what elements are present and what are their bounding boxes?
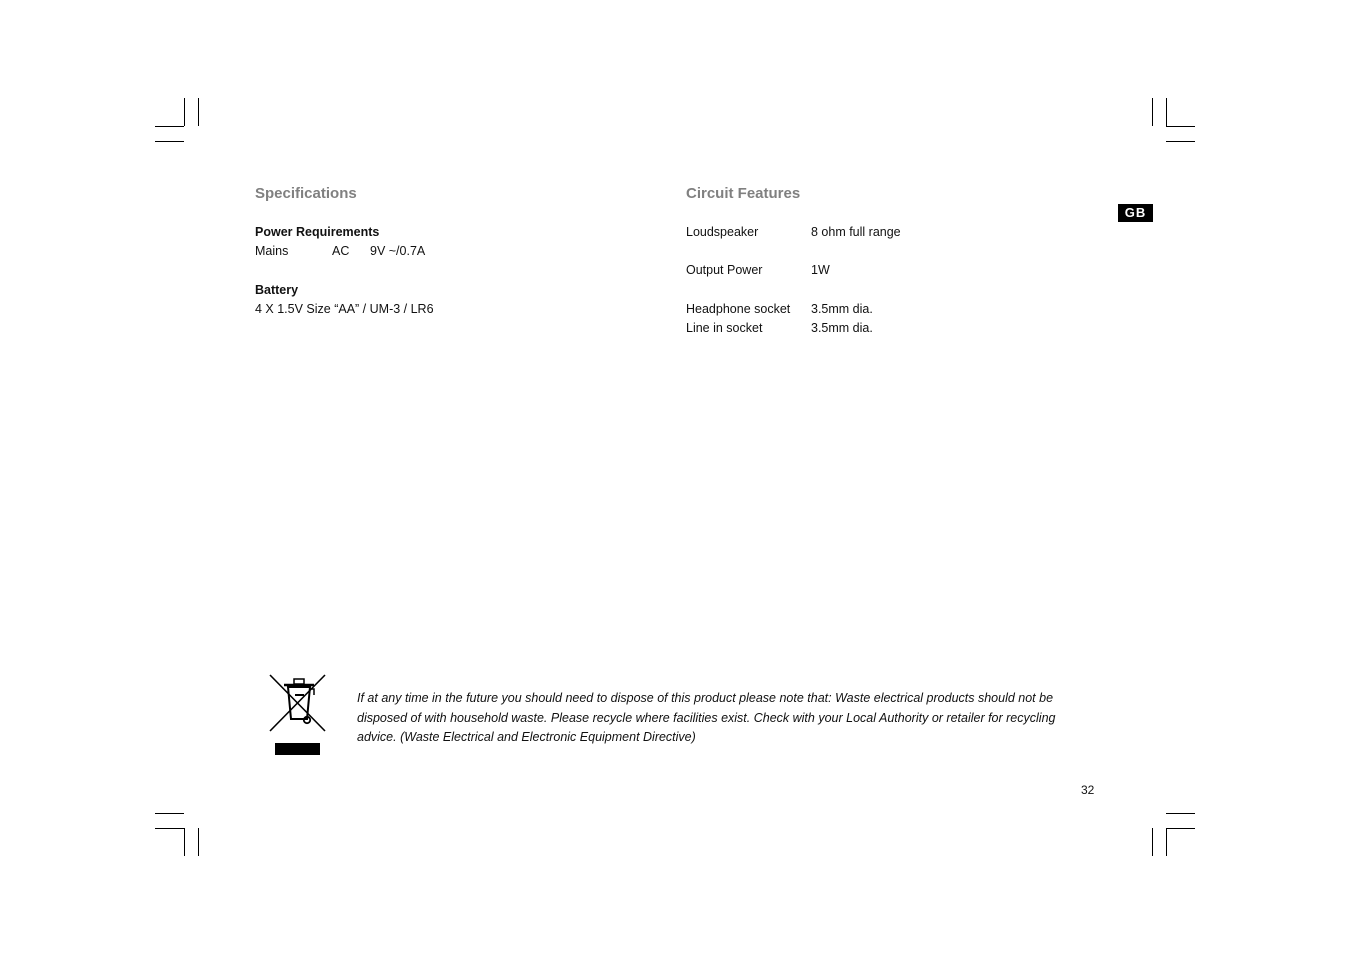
power-requirements-heading: Power Requirements: [255, 225, 380, 239]
feature-label: Line in socket: [686, 321, 763, 335]
battery-heading: Battery: [255, 283, 299, 297]
weee-notice: If at any time in the future you should need to dispose of this product please note that: Waste electrical products should not be disposed of with household waste. Please recycle where facilities exist. Check with your Local Authority or retailer for recycling advice. (Waste Electrical and Electronic Equipment Directive): [357, 691, 1056, 745]
specifications-title: Specifications: [255, 185, 357, 202]
mains-value: 9V ~/0.7A: [370, 244, 426, 258]
mains-label: Mains: [255, 244, 289, 258]
feature-label: Loudspeaker: [686, 225, 759, 239]
feature-value: 8 ohm full range: [811, 225, 901, 239]
feature-value: 1W: [811, 263, 830, 277]
feature-value: 3.5mm dia.: [811, 302, 873, 316]
battery-value: 4 X 1.5V Size “AA” / UM-3 / LR6: [255, 302, 434, 316]
feature-label: Output Power: [686, 263, 763, 277]
language-badge: GB: [1118, 204, 1153, 222]
crossed-out-wheelie-bin-icon: [268, 673, 328, 757]
feature-value: 3.5mm dia.: [811, 321, 873, 335]
feature-label: Headphone socket: [686, 302, 791, 316]
page-number: 32: [1081, 783, 1095, 797]
circuit-features-title: Circuit Features: [686, 185, 801, 202]
mains-type: AC: [332, 244, 350, 258]
